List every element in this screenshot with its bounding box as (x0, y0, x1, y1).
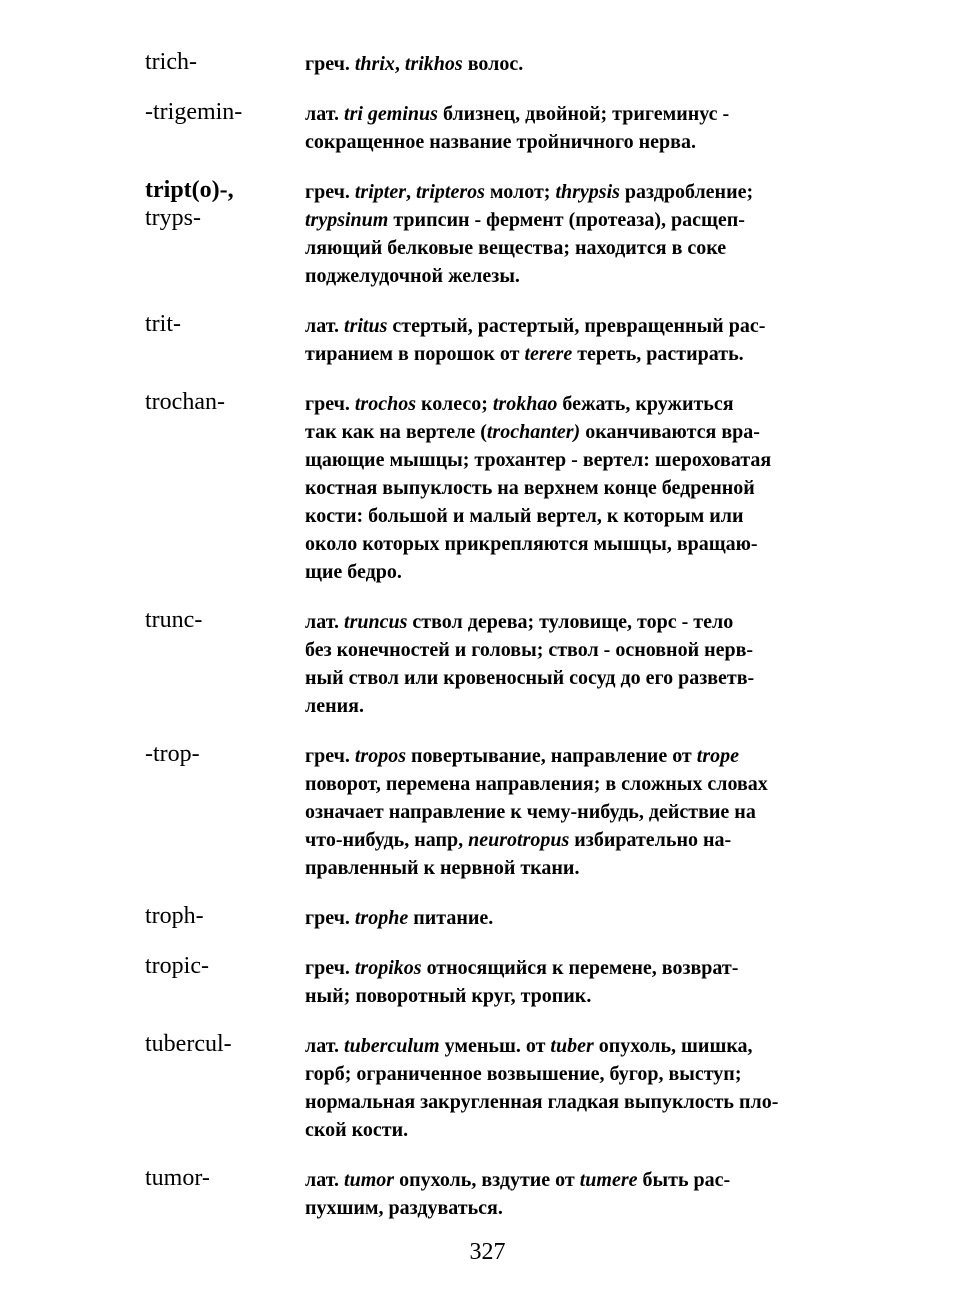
entry-term (145, 952, 305, 980)
dictionary-entry (145, 740, 845, 882)
entry-term (145, 388, 305, 416)
definition-text: молот; (484, 181, 556, 203)
definition-line (305, 854, 845, 882)
definition-text: ской кости. (305, 1119, 409, 1141)
definition-text: избирательно на- (569, 829, 732, 851)
definition-line (305, 474, 845, 502)
definition-text: поворот, перемена направления; в сложных словах (305, 773, 768, 795)
entry-definition (305, 902, 845, 932)
term-text: trochan- (145, 389, 225, 415)
definition-text: ный ствол или кровеносный сосуд до его разветв- (305, 667, 755, 689)
definition-line (305, 418, 845, 446)
definition-text: ный; поворотный круг, тропик. (305, 985, 592, 1007)
latin-term: terere (524, 343, 573, 365)
definition-text: питание. (408, 907, 494, 929)
definition-text: правленный к нервной ткани. (305, 857, 580, 879)
definition-text: ствол дерева; туловище, торс - тело (407, 611, 734, 633)
definition-text: опухоль, вздутие от (394, 1169, 580, 1191)
definition-line (305, 502, 845, 530)
definition-line (305, 636, 845, 664)
latin-term: trophe (354, 907, 409, 929)
definition-line (305, 1060, 845, 1088)
latin-term: tritus (344, 315, 388, 337)
latin-term: trope (696, 745, 739, 767)
entry-term (145, 48, 305, 76)
definition-text: кости: большой и малый вертел, к которым или (305, 505, 744, 527)
latin-term: trypsinum (305, 209, 389, 231)
entry-definition (305, 740, 845, 882)
definition-line (305, 692, 845, 720)
definition-line (305, 1166, 845, 1194)
definition-text: колесо; (416, 393, 493, 415)
definition-text: ления. (305, 695, 364, 717)
term-text: tubercul- (145, 1031, 232, 1057)
latin-term: trochanter) (486, 421, 581, 443)
entry-definition (305, 310, 845, 368)
entry-definition (305, 48, 845, 78)
definition-text: стертый, растертый, превращенный рас- (387, 315, 766, 337)
latin-term: tropikos (354, 957, 422, 979)
definition-line (305, 982, 845, 1010)
entry-definition (305, 952, 845, 1010)
term-text: -trigemin- (145, 99, 243, 125)
definition-text: , (394, 53, 405, 75)
latin-term: truncus (344, 611, 408, 633)
dictionary-entry (145, 902, 845, 932)
dictionary-entry (145, 952, 845, 1010)
definition-text: уменьш. от (439, 1035, 551, 1057)
definition-text: тиранием в порошок от (305, 343, 525, 365)
latin-term: tumere (579, 1169, 638, 1191)
definition-text: что-нибудь, напр, (305, 829, 469, 851)
definition-text: поджелудочной железы. (305, 265, 520, 287)
entry-definition (305, 1030, 845, 1144)
definition-text: быть рас- (637, 1169, 731, 1191)
definition-line (305, 234, 845, 262)
entry-term (145, 1164, 305, 1192)
definition-text: нормальная закругленная гладкая выпуклость пло- (305, 1091, 779, 1113)
dictionary-entry (145, 1164, 845, 1222)
entry-term (145, 176, 305, 232)
definition-text: щие бедро. (305, 561, 402, 583)
definition-line (305, 770, 845, 798)
latin-term: tuberculum (344, 1035, 440, 1057)
definition-text: лат. (305, 1035, 345, 1057)
definition-text: греч. (305, 745, 355, 767)
entry-definition (305, 388, 845, 586)
dictionary-entry (145, 176, 845, 290)
page-number: 327 (469, 1239, 506, 1265)
term-text: tropic- (145, 953, 209, 979)
dictionary-entry (145, 98, 845, 156)
definition-text: лат. (305, 611, 345, 633)
definition-line (305, 128, 845, 156)
definition-line (305, 954, 845, 982)
definition-text: повертывание, направление от (406, 745, 697, 767)
term-text: trit- (145, 311, 181, 337)
definition-text: раздробление; (619, 181, 754, 203)
definition-text: трипсин - фермент (протеаза), расщеп- (388, 209, 745, 231)
definition-text: относящийся к перемене, возврат- (421, 957, 739, 979)
definition-text: тереть, растирать. (572, 343, 744, 365)
definition-text: пухшим, раздуваться. (305, 1197, 503, 1219)
definition-text: бежать, кружиться (557, 393, 734, 415)
dictionary-entry (145, 388, 845, 586)
latin-term: tropos (354, 745, 406, 767)
definition-line (305, 312, 845, 340)
definition-text: щающие мышцы; трохантер - вертел: шероховатая (305, 449, 772, 471)
definition-text: сокращенное название тройничного нерва. (305, 131, 696, 153)
definition-line (305, 390, 845, 418)
definition-text: лат. (305, 1169, 345, 1191)
definition-text: ляющий белковые вещества; находится в соке (305, 237, 727, 259)
definition-text: так как на вертеле ( (305, 421, 487, 443)
definition-text: волос. (462, 53, 524, 75)
term-text: tript(o)-, (145, 177, 234, 203)
dictionary-entry (145, 310, 845, 368)
term-text: -trop- (145, 741, 200, 767)
term-text: tryps- (145, 205, 201, 231)
latin-term: tripteros (416, 181, 485, 203)
definition-text: греч. (305, 957, 355, 979)
definition-line (305, 904, 845, 932)
entry-term (145, 740, 305, 768)
entry-definition (305, 98, 845, 156)
entry-term (145, 902, 305, 930)
term-text: tumor- (145, 1165, 210, 1191)
latin-term: thrypsis (555, 181, 620, 203)
definition-text: греч. (305, 907, 355, 929)
latin-term: trikhos (404, 53, 463, 75)
definition-text: , (406, 181, 416, 203)
definition-line (305, 1032, 845, 1060)
definition-text: лат. (305, 103, 345, 125)
definition-line (305, 1194, 845, 1222)
definition-line (305, 262, 845, 290)
definition-text: около которых прикрепляются мышцы, вращаю- (305, 533, 758, 555)
term-text: troph- (145, 903, 204, 929)
latin-term: tri geminus (344, 103, 438, 125)
definition-line (305, 340, 845, 368)
definition-text: близнец, двойной; тригеминус - (437, 103, 730, 125)
definition-text: означает направление к чему-нибудь, действие на (305, 801, 756, 823)
entry-definition (305, 1164, 845, 1222)
dictionary-entry (145, 48, 845, 78)
definition-line (305, 446, 845, 474)
definition-text: без конечностей и головы; ствол - основной нерв- (305, 639, 754, 661)
term-text: trunc- (145, 607, 203, 633)
entry-term (145, 310, 305, 338)
latin-term: tripter (354, 181, 406, 203)
definition-text: греч. (305, 393, 355, 415)
definition-line (305, 530, 845, 558)
definition-line (305, 826, 845, 854)
latin-term: neurotropus (468, 829, 570, 851)
definition-line (305, 100, 845, 128)
definition-line (305, 1116, 845, 1144)
entry-term (145, 606, 305, 634)
definition-text: опухоль, шишка, (593, 1035, 753, 1057)
definition-text: греч. (305, 53, 355, 75)
definition-line (305, 50, 845, 78)
definition-line (305, 178, 845, 206)
dictionary-entry (145, 606, 845, 720)
definition-text: лат. (305, 315, 345, 337)
definition-line (305, 608, 845, 636)
latin-term: tumor (344, 1169, 395, 1191)
entry-term (145, 98, 305, 126)
entry-definition (305, 176, 845, 290)
dictionary-entry (145, 1030, 845, 1144)
definition-line (305, 664, 845, 692)
definition-text: костная выпуклость на верхнем конце бедренной (305, 477, 755, 499)
definition-text: горб; ограниченное возвышение, бугор, выступ; (305, 1063, 742, 1085)
entry-term (145, 1030, 305, 1058)
latin-term: thrix (354, 53, 395, 75)
definition-line (305, 558, 845, 586)
definition-line (305, 1088, 845, 1116)
dictionary-entries (145, 48, 845, 1222)
definition-line (305, 798, 845, 826)
definition-line (305, 742, 845, 770)
entry-definition (305, 606, 845, 720)
latin-term: trokhao (492, 393, 558, 415)
latin-term: tuber (550, 1035, 594, 1057)
latin-term: trochos (354, 393, 416, 415)
definition-text: греч. (305, 181, 355, 203)
definition-text: оканчиваются вра- (580, 421, 760, 443)
term-text: trich- (145, 49, 197, 75)
definition-line (305, 206, 845, 234)
